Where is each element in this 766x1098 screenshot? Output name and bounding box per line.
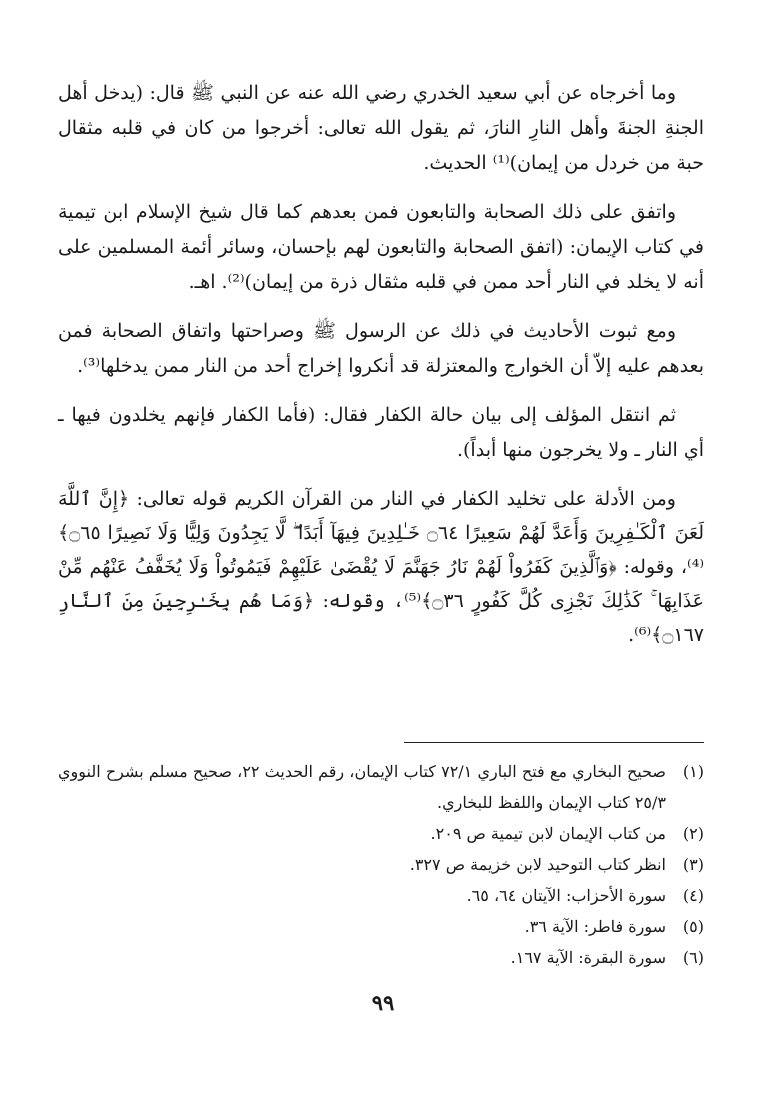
main-text xyxy=(58,76,704,652)
footnote-divider xyxy=(404,742,704,743)
footnote-text: انظر كتاب التوحيد لابن خزيمة ص ٣٢٧. xyxy=(409,855,666,874)
quran-verse-fatir: ﴿وَٱلَّذِينَ كَفَرُواْ لَهُمْ نَارُ جَهَنَّمَ لَا يُقْضَىٰ عَلَيْهِمْ فَيَمُوتُواْ وَلَا يُخَفَّفُ عَنْهُم مِّنْ عَذَابِهَا ۚ كَذَٰلِكَ نَجْزِى كُلَّ كَفُورٍ ۝٣٦﴾ xyxy=(58,556,704,612)
paragraph-quran-evidence xyxy=(58,482,704,652)
footnote-text: صحيح البخاري مع فتح الباري ٧٢/١ كتاب الإيمان، رقم الحديث ٢٢، صحيح مسلم بشرح النووي ٢٥/٣ كتاب الإيمان واللفظ للبخاري. xyxy=(58,762,667,812)
verse-connector: وقوله: xyxy=(623,556,675,578)
footnote-text: من كتاب الإيمان لابن تيمية ص ٢٠٩. xyxy=(430,824,666,843)
footnote xyxy=(58,818,704,849)
footnote-text: سورة فاطر: الآية ٣٦. xyxy=(524,917,666,936)
footnote-number: (٤) xyxy=(682,886,704,905)
verses-intro: ومن الأدلة على تخليد الكفار في النار من القرآن الكريم قوله تعالى: xyxy=(136,488,676,510)
paragraph-kuffar: ثم انتقل المؤلف إلى بيان حالة الكفار فقال: (فأما الكفار فإنهم يخلدون فيها ـ أي النار ـ ولا يخرجون منها أبداً). xyxy=(58,404,704,461)
footnote-number: (٥) xyxy=(682,917,704,936)
footnote-ref-6: ⁽⁶⁾. xyxy=(628,624,652,646)
quran-verse-baqarah: ﴿وَمَا هُم بِخَـٰرِجِينَ مِنَ ٱلنَّارِ ۝١٦٧﴾ xyxy=(58,590,704,646)
verse-connector: وقوله: xyxy=(322,590,385,612)
footnote-text: سورة الأحزاب: الآيتان ٦٤، ٦٥. xyxy=(466,886,666,905)
footnote-ref-4: ⁽⁴⁾، xyxy=(680,556,705,578)
footnote-number: (١) xyxy=(682,762,704,781)
footnote xyxy=(58,849,704,880)
page-number: ٩٩ xyxy=(371,990,395,1015)
footnote xyxy=(58,756,704,818)
footnote xyxy=(58,942,704,973)
footnote-text: سورة البقرة: الآية ١٦٧. xyxy=(510,948,666,967)
footnotes xyxy=(58,756,704,973)
footnote-number: (٣) xyxy=(682,855,704,874)
footnote xyxy=(58,880,704,911)
footnote xyxy=(58,911,704,942)
footnote-number: (٢) xyxy=(682,824,704,843)
paragraph-consensus: واتفق على ذلك الصحابة والتابعون فمن بعدهم كما قال شيخ الإسلام ابن تيمية في كتاب الإيمان: (اتفق الصحابة والتابعون لهم بإحسان، وسائر أئمة المسلمين على أنه لا يخلد في النار أحد ممن في قلبه مثقال ذرة من إيمان)⁽²⁾. اهـ. xyxy=(58,201,704,293)
footnote-ref-5: ⁽⁵⁾، xyxy=(392,590,422,612)
paragraph-hadith: وما أخرجاه عن أبي سعيد الخدري رضي الله عنه عن النبي ﷺ قال: (يدخل أهل الجنةِ الجنةَ وأهل النارِ النارَ، ثم يقول الله تعالى: أخرجوا من كان في قلبه مثقال حبة من خردل من إيمان)⁽¹⁾ الحديث. xyxy=(58,82,704,174)
footnote-number: (٦) xyxy=(682,948,704,967)
paragraph-khawarij: ومع ثبوت الأحاديث في ذلك عن الرسول ﷺ وصراحتها واتفاق الصحابة فمن بعدهم عليه إلاّ أن الخوارج والمعتزلة قد أنكروا إخراج أحد من النار ممن يدخلها⁽³⁾. xyxy=(58,320,704,377)
quran-verse-ahzab: ﴿إِنَّ ٱللَّهَ لَعَنَ ٱلْكَـٰفِرِينَ وَأَعَدَّ لَهُمْ سَعِيرًا ۝٦٤ خَـٰلِدِينَ فِيهَآ أَبَدًا ۖ لَّا يَجِدُونَ وَلِيًّا وَلَا نَصِيرًا ۝٦٥﴾ xyxy=(58,488,704,544)
